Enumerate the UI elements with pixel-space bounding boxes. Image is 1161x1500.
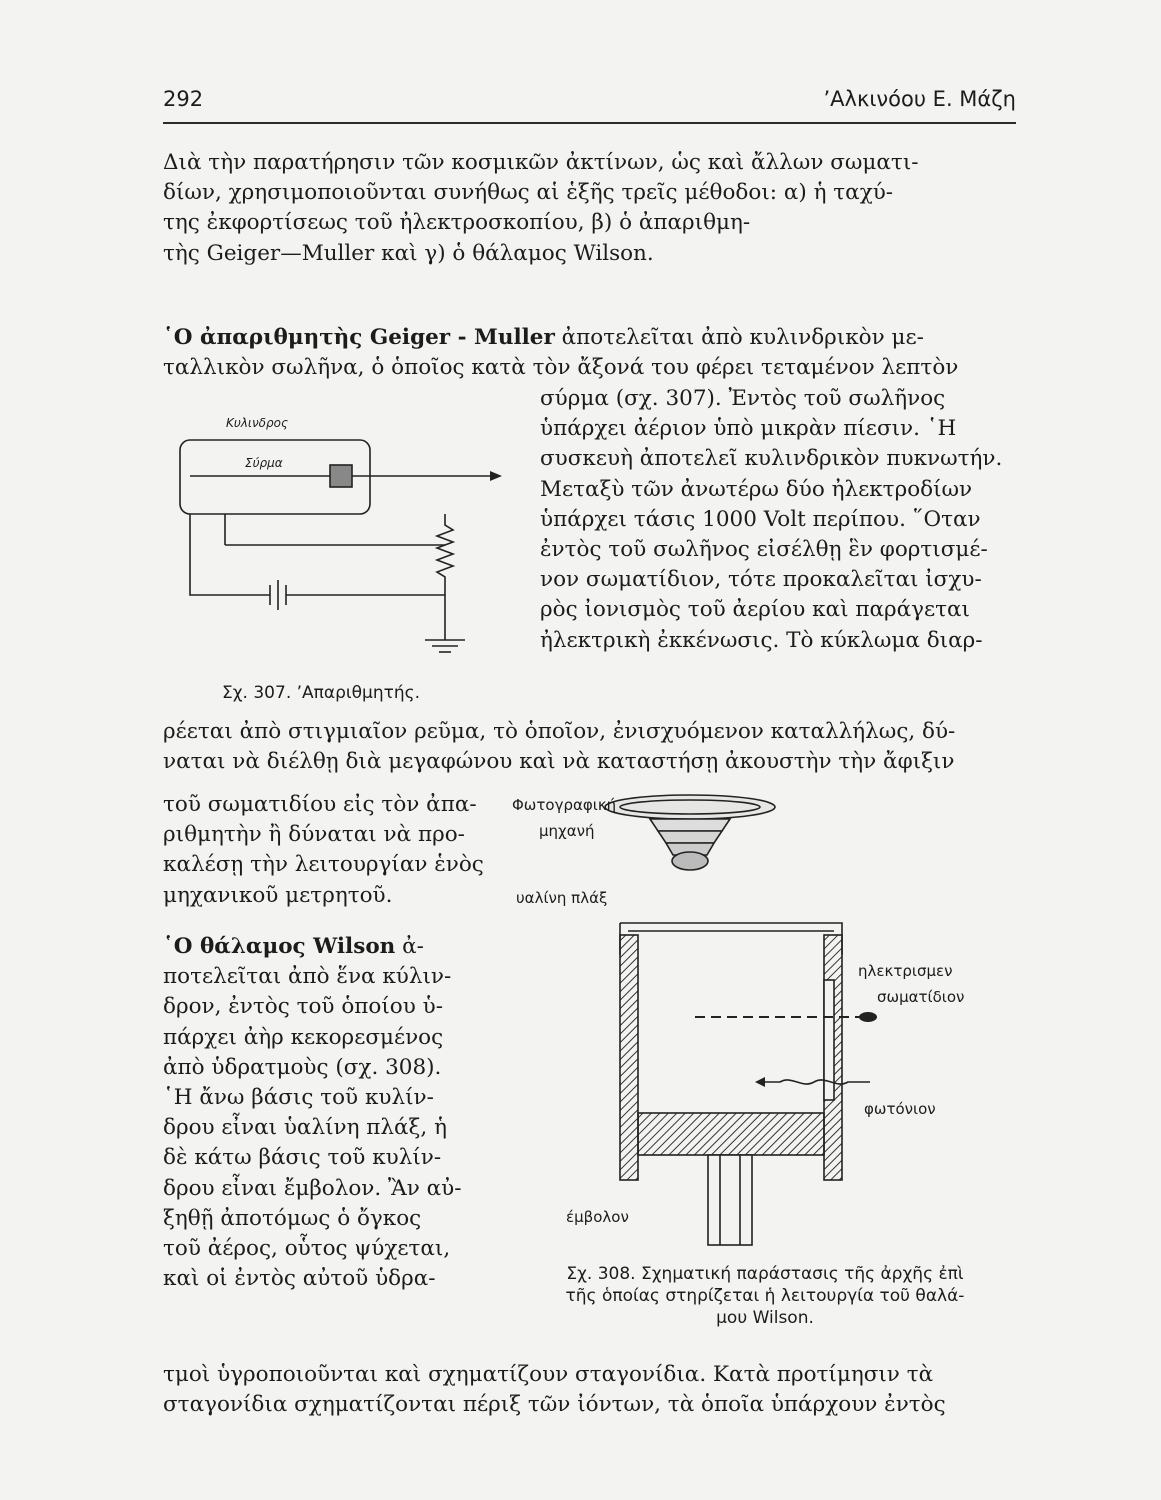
text-line: ὑπάρχει τάσις 1000 Volt περίπου. ῞Οταν bbox=[540, 506, 981, 532]
text-line: τὴς Geiger—Muller καὶ γ) ὁ θάλαμος Wilson. bbox=[163, 240, 654, 266]
text-line bbox=[163, 932, 483, 962]
label-cylinder: Κυλινδρος bbox=[226, 416, 289, 430]
text-line: δρον, ἐντὸς τοῦ ὁποίου ὑ- bbox=[163, 994, 443, 1020]
camera-lens-ring bbox=[650, 819, 730, 831]
text-line: καὶ οἱ ἐντὸς αὐτοῦ ὑδρα- bbox=[163, 1266, 436, 1292]
battery-lead bbox=[190, 514, 270, 595]
text-line: τμοὶ ὑγροποιοῦνται καὶ σχηματίζουν σταγονίδια. Κατὰ προτίμησιν τὰ bbox=[163, 1362, 934, 1387]
text-line: ριθμητὴν ἢ δύναται νὰ προ- bbox=[163, 822, 465, 848]
text-line: δὲ κάτω βάσις τοῦ κυλίν- bbox=[163, 1145, 442, 1171]
text-line: ἀπὸ ὑδρατμοὺς (σχ. 308). bbox=[163, 1054, 442, 1080]
paragraph-geiger-intro bbox=[163, 323, 1016, 383]
text-line: δρου εἶναι ἔμβολον. Ἂν αὐ- bbox=[163, 1175, 462, 1201]
text-line: μηχανικοῦ μετρητοῦ. bbox=[163, 882, 393, 908]
text-line: τοῦ ἀέρος, οὗτος ψύχεται, bbox=[163, 1236, 451, 1262]
text-line: σταγονίδια σχηματίζονται πέριξ τῶν ἰόντων, τὰ ὁποῖα ὑπάρχουν ἐντὸς bbox=[163, 1392, 946, 1418]
text-line: ξηθῇ ἀποτόμως ὁ ὄγκος bbox=[163, 1205, 422, 1231]
text-line: ρέεται ἀπὸ στιγμιαῖον ρεῦμα, τὸ ὁποῖον, ἐνισχυόμενον καταλλήλως, δύ- bbox=[163, 719, 956, 744]
page-number: 292 bbox=[163, 87, 204, 111]
text-line: καλέσῃ τὴν λειτουργίαν ἑνὸς bbox=[163, 852, 484, 878]
label-camera-line2: μηχανή bbox=[539, 822, 595, 840]
camera-lens-icon bbox=[672, 852, 708, 870]
figure-308-wilson-chamber bbox=[580, 785, 880, 1250]
text-line: της ἐκφορτίσεως τοῦ ἠλεκτροσκοπίου, β) ὁ ἀπαριθμη- bbox=[163, 210, 751, 236]
label-wire: Σύρμα bbox=[245, 456, 283, 470]
camera-body bbox=[605, 795, 775, 819]
label-photon: φωτόνιον bbox=[864, 1100, 936, 1118]
photon-arrow-icon bbox=[755, 1077, 765, 1087]
text-line: ποτελεῖται ἀπὸ ἕνα κύλιν- bbox=[163, 964, 452, 990]
label-camera: Φωτογραφική bbox=[512, 796, 617, 814]
header-rule bbox=[163, 122, 1016, 124]
text-line: δίων, χρησιμοποιοῦνται συνήθως αἱ ἑξῆς τρεῖς μέθοδοι: α) ἡ ταχύ- bbox=[163, 180, 894, 206]
text-line: δρου εἶναι ὑαλίνη πλάξ, ἡ bbox=[163, 1115, 447, 1141]
text-fragment: ἀποτελεῖται ἀπὸ κυλινδρικὸν με- bbox=[554, 325, 924, 350]
resistor bbox=[437, 514, 453, 640]
photon-wave bbox=[765, 1080, 870, 1084]
particle-dot-icon bbox=[859, 1012, 877, 1022]
chamber-wall-left bbox=[620, 935, 638, 1180]
running-title: ’Αλκινόου Ε. Μάζη bbox=[823, 87, 1016, 111]
text-line: ρὸς ἰονισμὸς τοῦ ἀερίου καὶ παράγεται bbox=[540, 597, 970, 623]
paragraph-geiger-narrow bbox=[163, 790, 483, 911]
label-charged-particle-line2: σωματίδιον bbox=[877, 988, 965, 1006]
text-line: Διὰ τὴν παρατήρησιν τῶν κοσμικῶν ἀκτίνων, ὡς καὶ ἄλλων σωματι- bbox=[163, 150, 919, 175]
text-line: ῾Η ἄνω βάσις τοῦ κυλίν- bbox=[163, 1085, 434, 1111]
figure-307-geiger-circuit bbox=[170, 410, 510, 680]
text-line: συσκευὴ ἀποτελεῖ κυλινδρικὸν πυκνωτήν. bbox=[540, 446, 1003, 472]
text-line: Μεταξὺ τῶν ἀνωτέρω δύο ἠλεκτροδίων bbox=[540, 476, 973, 502]
heading-wilson-chamber: ῾Ο θάλαμος Wilson bbox=[163, 934, 396, 959]
paragraph-wilson bbox=[163, 932, 483, 1294]
text-line: πάρχει ἀὴρ κεκορεσμένος bbox=[163, 1024, 444, 1050]
glass-plate bbox=[620, 923, 842, 955]
text-line: ἐντὸς τοῦ σωλῆνος εἰσέλθῃ ἓν φορτισμέ- bbox=[540, 537, 988, 563]
paragraph-geiger-side bbox=[540, 384, 1016, 656]
arrow-icon bbox=[490, 471, 502, 481]
text-line: ὑπάρχει ἀέριον ὑπὸ μικρὰν πίεσιν. ῾Η bbox=[540, 416, 957, 442]
text-line: σύρμα (σχ. 307). Ἐντὸς τοῦ σωλῆνος bbox=[540, 386, 946, 411]
label-piston: έμβολον bbox=[566, 1208, 629, 1226]
caption-figure-308 bbox=[510, 1263, 1020, 1329]
caption-line: τῆς ὁποίας στηρίζεται ἡ λειτουργία τοῦ θαλά- bbox=[565, 1286, 965, 1306]
camera-lens-ring bbox=[658, 831, 722, 843]
heading-geiger-muller: ῾Ο ἀπαριθμητὴς Geiger - Muller bbox=[163, 325, 555, 350]
caption-figure-307: Σχ. 307. ’Απαριθμητής. bbox=[222, 683, 421, 703]
label-glass-plate: υαλίνη πλάξ bbox=[516, 889, 608, 907]
text-line: τοῦ σωματιδίου εἰς τὸν ἀπα- bbox=[163, 792, 477, 817]
paragraph-geiger-continued bbox=[163, 717, 1016, 777]
paragraph-wilson-end bbox=[163, 1360, 1016, 1420]
text-line: ἠλεκτρικὴ ἐκκένωσις. Τὸ κύκλωμα διαρ- bbox=[540, 627, 983, 653]
paragraph-cosmic-rays bbox=[163, 148, 1016, 269]
caption-line: μου Wilson. bbox=[716, 1308, 814, 1328]
wire-connector bbox=[330, 465, 352, 487]
text-line: νον σωματίδιον, τότε προκαλεῖται ἰσχυ- bbox=[540, 567, 982, 593]
text-line: ναται νὰ διέλθῃ διὰ μεγαφώνου καὶ νὰ καταστήσῃ ἀκουστὴν τὴν ἄφιξιν bbox=[163, 749, 955, 775]
piston-rod bbox=[708, 1155, 752, 1245]
text-line bbox=[163, 323, 1016, 353]
label-charged-particle: ηλεκτρισμεν bbox=[858, 962, 953, 980]
text-fragment: ἀ- bbox=[395, 934, 424, 959]
text-line: ταλλικὸν σωλῆνα, ὁ ὁποῖος κατὰ τὸν ἄξονά του φέρει τεταμένον λεπτὸν bbox=[163, 355, 959, 381]
piston-head bbox=[638, 1113, 824, 1155]
caption-line: Σχ. 308. Σχηματική παράστασις τῆς ἀρχῆς ἐπὶ bbox=[566, 1264, 964, 1284]
